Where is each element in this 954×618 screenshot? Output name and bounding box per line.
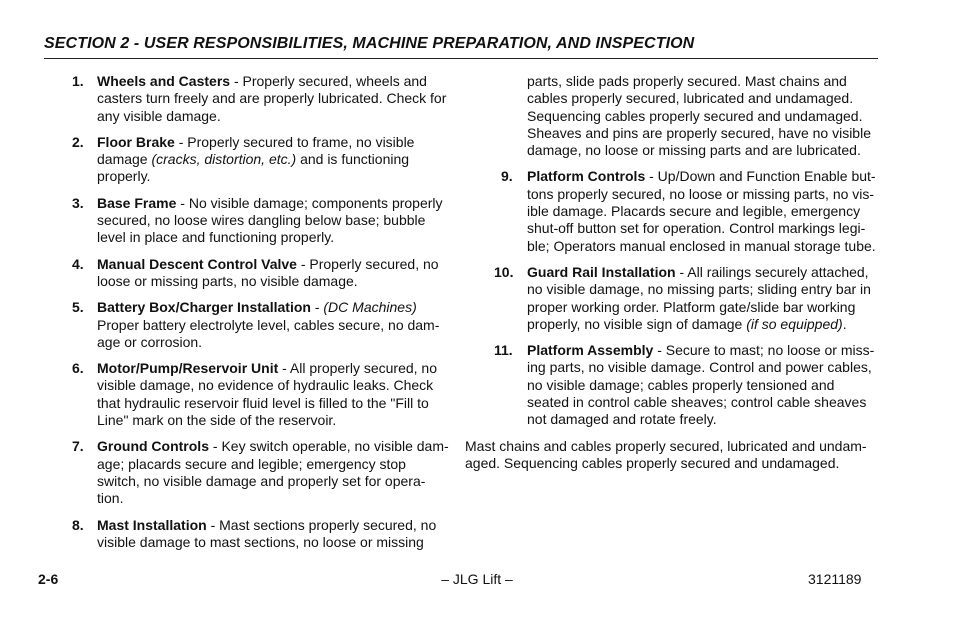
list-item — [72, 256, 450, 291]
item-italic-text: (if so equipped) — [746, 315, 843, 332]
item-number: 10. — [494, 263, 514, 280]
item-continuation: parts, slide pads properly secured. Mast chains and cables properly secured, lubricated and undamaged. Sequencing cables properly secured and undamaged. Sheaves and pins are properly secured, have no visible damage, no loose or missing parts and are lubricated. — [527, 73, 871, 159]
item-number: 1. — [72, 73, 84, 89]
item-title: Mast Installation — [97, 516, 207, 533]
document-number: 3121189 — [808, 571, 862, 587]
item-text: - All properly secured, no visible damage, no evidence of hydraulic leaks. Check that hydraulic reservoir fluid level is filled to the "Fill to Line" mark on the side of the reservoir. — [97, 360, 437, 429]
item-title: Platform Assembly — [527, 342, 654, 359]
item-text: and is functioning properly. — [97, 151, 410, 185]
list-item — [465, 342, 878, 428]
footer-brand: – JLG Lift – — [441, 571, 513, 587]
list-item — [72, 73, 450, 125]
item-title: Battery Box/Charger Installation — [97, 299, 311, 316]
page-number: 2-6 — [38, 571, 59, 587]
list-item — [72, 299, 450, 351]
list-item — [465, 264, 878, 333]
item-title: Base Frame — [97, 194, 177, 211]
item-number: 7. — [72, 438, 84, 455]
item-text: Proper battery electrolyte level, cables secure, no dam-age or corrosion. — [97, 316, 440, 350]
item-text: - Secure to mast; no loose or miss-ing parts, no visible damage. Control and power cables, no visible damage; cables properly tensioned and seated in control cable sheaves; control cable sheaves not damaged and rotate freely. — [527, 342, 875, 428]
list-item — [72, 438, 450, 507]
item-number: 9. — [501, 168, 513, 185]
item-number: 11. — [494, 342, 513, 359]
left-column — [72, 73, 450, 560]
item-number: 6. — [72, 360, 84, 377]
item-title: Floor Brake — [97, 133, 175, 150]
right-column — [465, 73, 878, 472]
list-item — [72, 195, 450, 247]
item-text: . — [842, 315, 847, 332]
item-text: - Properly secured to frame, no visible damage — [97, 133, 415, 168]
list-item — [72, 134, 450, 186]
item-text: - Properly secured, wheels and casters turn freely and are properly lubricated. Check for any visible damage. — [97, 73, 447, 124]
item-text: - — [310, 299, 324, 316]
item-text: - All railings securely attached, no visible damage, no missing parts; sliding entry bar in proper working order. Platform gate/slide bar working properly, no visible sign of damage — [527, 263, 871, 332]
list-item — [72, 517, 450, 552]
item-title: Motor/Pump/Reservoir Unit — [97, 360, 279, 377]
item-text: - Up/Down and Function Enable but-tons properly secured, no loose or missing parts, no vis-ible damage. Placards secure and legible, emergency shut-off button set for operation. Control markings legi-ble; Operators manual enclosed in manual storage tube. — [527, 168, 876, 254]
item-italic-text: (cracks, distortion, etc.) — [151, 151, 297, 168]
item-title: Platform Controls — [527, 168, 646, 185]
list-item — [72, 360, 450, 429]
item-title: Guard Rail Installation — [527, 263, 676, 280]
item-text: - Key switch operable, no visible dam-age; placards secure and legible; emergency stop switch, no visible damage and properly set for opera-tion. — [97, 438, 449, 507]
list-item — [465, 168, 878, 254]
item-title: Ground Controls — [97, 438, 209, 455]
item-number: 3. — [72, 194, 84, 211]
item-number: 5. — [72, 299, 84, 316]
item-italic-text: (DC Machines) — [323, 299, 417, 316]
item-number: 2. — [72, 133, 84, 150]
item-text: - Properly secured, no loose or missing parts, no visible damage. — [97, 255, 439, 289]
item-number: 4. — [72, 255, 84, 272]
item-title: Manual Descent Control Valve — [97, 255, 297, 272]
item-title: Wheels and Casters — [97, 73, 231, 89]
item-text: - Mast sections properly secured, no visible damage to mast sections, no loose or missing — [97, 516, 437, 550]
item-number: 8. — [72, 516, 84, 533]
closing-paragraph: Mast chains and cables properly secured, lubricated and undam-aged. Sequencing cables properly secured and undamaged. — [465, 437, 867, 471]
item-text: - No visible damage; components properly secured, no loose wires dangling below base; bubble level in place and functioning properly. — [97, 194, 443, 246]
header-divider — [44, 58, 878, 59]
section-header: SECTION 2 - USER RESPONSIBILITIES, MACHINE PREPARATION, AND INSPECTION — [44, 35, 695, 52]
